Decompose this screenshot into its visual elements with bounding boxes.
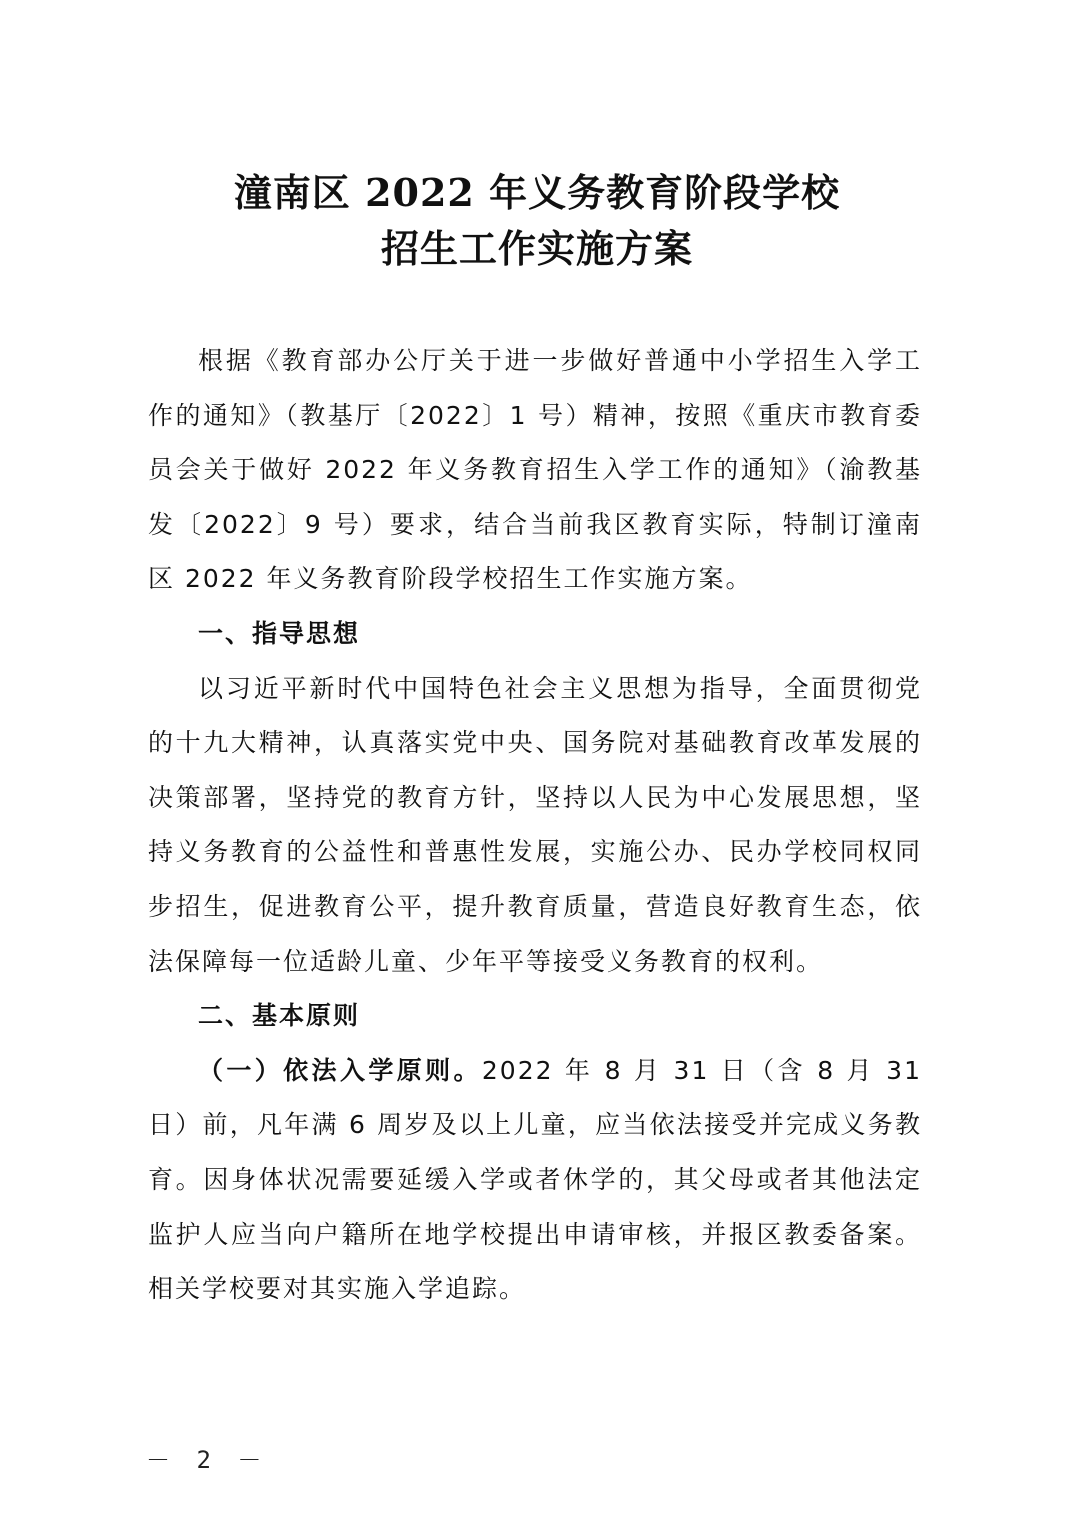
document-title-line-1: 潼南区 2022 年义务教育阶段学校 bbox=[233, 170, 841, 215]
document-body bbox=[148, 334, 922, 1317]
page-number: － 2 － bbox=[146, 1446, 268, 1474]
document-title-line-2: 招生工作实施方案 bbox=[380, 226, 693, 271]
section-2-item-1-paragraph bbox=[148, 1044, 922, 1317]
section-2-heading: 二、基本原则 bbox=[198, 1001, 361, 1031]
section-2-item-1-text: 2022 年 8 月 31 日（含 8 月 31 日）前，凡年满 6 周岁及以上儿童，应当依法接受并完成义务教育。因身体状况需要延缓入学或者休学的，其父母或者其他法定监护人应当向户籍所在地学校提出申请审核，并报区教委备案。相关学校要对其实施入学追踪。 bbox=[148, 1055, 922, 1304]
intro-paragraph: 根据《教育部办公厅关于进一步做好普通中小学招生入学工作的通知》（教基厅〔2022〕1 号）精神，按照《重庆市教育委员会关于做好 2022 年义务教育招生入学工作的通知》（渝教基发〔2022〕9 号）要求，结合当前我区教育实际，特制订潼南区 2022 年义务教育阶段学校招生工作实施方案。 bbox=[148, 346, 922, 594]
section-2-item-1-lead: （一）依法入学原则。 bbox=[198, 1055, 482, 1085]
section-1-heading: 一、指导思想 bbox=[198, 618, 361, 648]
section-1-paragraph: 以习近平新时代中国特色社会主义思想为指导，全面贯彻党的十九大精神，认真落实党中央、国务院对基础教育改革发展的决策部署，坚持党的教育方针，坚持以人民为中心发展思想，坚持义务教育的公益性和普惠性发展，实施公办、民办学校同权同步招生，促进教育公平，提升教育质量，营造良好教育生态，依法保障每一位适龄儿童、少年平等接受义务教育的权利。 bbox=[148, 673, 922, 976]
